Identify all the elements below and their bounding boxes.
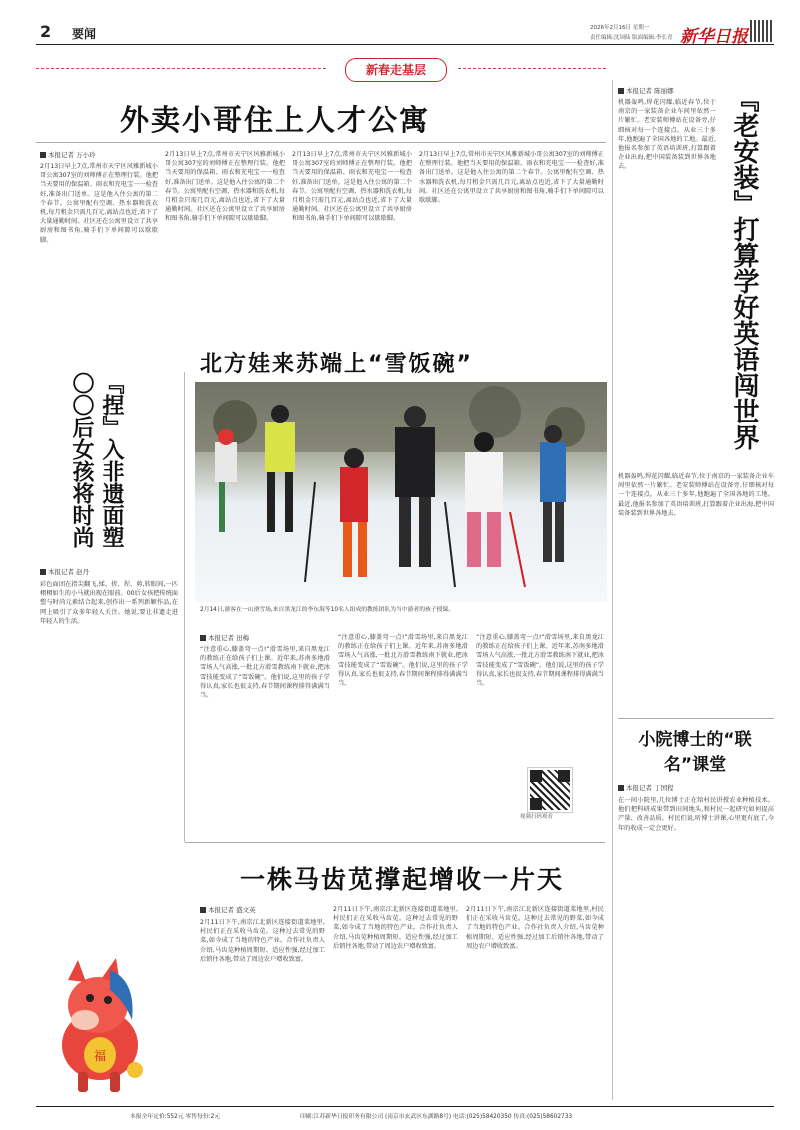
svg-text:福: 福 bbox=[93, 1049, 107, 1063]
body-delivery-col3: 2月13日早上7点,常州市天宁区风雅新城小哥公寓307室的刘师傅正在整理行装。他把当天要用的保温箱、雨衣和充电宝一一检查好,准备出门送单。这是他入住公寓的第二个春节。公寓里配有空调、热水器和洗衣机,每月租金只需几百元,离站点也近,省下了大量通勤时间。社区还在公寓里设立了共享厨房和图书角,骑手们下单间隙可以歇歇脚。 bbox=[292, 151, 412, 223]
snow-photo bbox=[195, 382, 607, 602]
body-delivery-col2: 2月13日早上7点,常州市天宁区风雅新城小哥公寓307室的刘师傅正在整理行装。他把当天要用的保温箱、雨衣和充电宝一一检查好,准备出门送单。这是他入住公寓的第二个春节。公寓里配有空调、热水器和洗衣机,每月租金只需几百元,离站点也近,省下了大量通勤时间。社区还在公寓里设立了共享厨房和图书角,骑手们下单间隙可以歇歇脚。 bbox=[165, 151, 285, 223]
banner-rule-left bbox=[36, 68, 326, 69]
headline-snow: 北方娃来苏端上“雪饭碗” bbox=[200, 352, 473, 377]
byline-doctor bbox=[618, 783, 674, 792]
photo-caption: 2月14日,游客在一山滑雪场,来自黑龙江的李东海等10名人组成的教练团队为当中游者的孩子授课。 bbox=[200, 607, 455, 613]
byline-clay bbox=[40, 567, 89, 576]
footer-printing: 印刷:江苏新华日报印务有限公司 (南京市玄武区东湖路8号) 电话:(025)58420350 传真:(025)58602733 bbox=[300, 1114, 573, 1120]
date-line: 2026年2月16日 星期一 bbox=[590, 25, 650, 31]
byline-horse bbox=[200, 905, 256, 914]
body-clay: 彩色面团在指尖翻飞,揉、搓、捏、剪,转眼间,一匹栩栩如生的小马就出现在眼前。00后女孩把传统面塑与时尚元素结合起来,创作出一系列新颖作品,在网上吸引了众多年轻人关注。她说,要让非遗走进年轻人的生活。 bbox=[40, 581, 178, 625]
banner-rule-right bbox=[458, 68, 606, 69]
headline-install: 『老安装』打算学好英语闯世界 bbox=[729, 86, 759, 450]
body-install-col1: 机器轰鸣,焊花闪耀,临近春节,位于南京的一家装备企业车间里依然一片繁忙。老安装师傅站在设备旁,仔细核对每一个连接点。从业三十多年,他跑遍了全国各地的工地。最近,他报名参加了英语培训班,打算跟着企业出海,把中国装备装到世界各地去。 bbox=[618, 99, 716, 171]
byline-snow bbox=[200, 633, 249, 642]
snow-photo-figures bbox=[195, 382, 607, 602]
right-column-divider bbox=[612, 80, 613, 1100]
body-delivery-col1: 2月13日早上7点,常州市天宁区风雅新城小哥公寓307室的刘师傅正在整理行装。他把当天要用的保温箱、雨衣和充电宝一一检查好,准备出门送单。这是他入住公寓的第二个春节。公寓里配有空调、热水器和洗衣机,每月租金只需几百元,离站点也近,省下了大量通勤时间。社区还在公寓里设立了共享厨房和图书角,骑手们下单间隙可以歇歇脚。 bbox=[40, 163, 158, 244]
byline-delivery bbox=[40, 150, 96, 159]
body-horse-col2: 2月11日下午,南京江北新区连接街道菜地里,村民们正在采收马齿苋。这种过去常见的野菜,如今成了当地的特色产业。合作社负责人介绍,马齿苋种植周期短、适应性强,经过加工后销往各地,带动了周边农户增收致富。 bbox=[333, 906, 458, 950]
byline-mark-icon bbox=[618, 785, 624, 791]
banner-label: 新春走基层 bbox=[345, 58, 447, 82]
headline-doctor: 小院博士的“联名”课堂 bbox=[638, 730, 752, 775]
body-snow-col1: “注意重心,膝盖弯一点!”滑雪场里,来自黑龙江的教练正在给孩子们上课。近年来,苏南多地滑雪场人气高涨,一批北方滑雪教练南下就业,把冰雪技能变成了“雪饭碗”。他们说,这里的孩子学得认真,家长也很支持,春节期间课程排得满满当当。 bbox=[200, 646, 330, 700]
body-horse-col1: 2月11日下午,南京江北新区连接街道菜地里,村民们正在采收马齿苋。这种过去常见的野菜,如今成了当地的特色产业。合作社负责人介绍,马齿苋种植周期短、适应性强,经过加工后销往各地,带动了周边农户增收致富。 bbox=[200, 919, 325, 963]
footer-rule bbox=[36, 1106, 774, 1107]
clay-divider bbox=[184, 372, 185, 842]
footer-price: 本报全年定价:552元 零售每份:2元 bbox=[130, 1114, 221, 1120]
byline-mark-icon bbox=[200, 907, 206, 913]
article-qr-code bbox=[528, 768, 572, 812]
horse-rule bbox=[185, 842, 605, 843]
byline-delivery-text: 本报记者 万小玲 bbox=[48, 151, 96, 159]
section-name: 要闻 bbox=[72, 27, 97, 41]
headline-horse: 一株马齿苋撑起增收一片天 bbox=[240, 865, 565, 894]
qr-caption: 视频扫码观看 bbox=[520, 814, 554, 820]
byline-mark-icon bbox=[200, 635, 206, 641]
masthead-logo: 新华日报 bbox=[680, 27, 748, 47]
byline-snow-text: 本报记者 田梅 bbox=[208, 634, 250, 642]
headline-clay: 『捏』入非遗面塑 〇〇后女孩将时尚 bbox=[69, 372, 124, 548]
byline-doctor-text: 本报记者 丁国程 bbox=[626, 784, 674, 792]
body-snow-col2: “注意重心,膝盖弯一点!”滑雪场里,来自黑龙江的教练正在给孩子们上课。近年来,苏南多地滑雪场人气高涨,一批北方滑雪教练南下就业,把冰雪技能变成了“雪饭碗”。他们说,这里的孩子学得认真,家长也很支持,春节期间课程排得满满当当。 bbox=[338, 634, 468, 688]
byline-install-text: 本报记者 陈丽娜 bbox=[626, 87, 674, 95]
editor-line: 责任编辑:沈国仙 版面编辑:李长青 bbox=[590, 35, 673, 41]
header-qr-icon bbox=[750, 20, 772, 42]
body-doctor: 在一间小院里,几位博士正在给村民讲授农业种植技术。他们把科研成果带到田间地头,和村民一起研究如何提高产量、改善品质。村民们说,听博士讲课,心里更有底了,今年的收成一定会更好。 bbox=[618, 797, 774, 832]
header-rule bbox=[36, 44, 774, 45]
body-snow-col3: “注意重心,膝盖弯一点!”滑雪场里,来自黑龙江的教练正在给孩子们上课。近年来,苏南多地滑雪场人气高涨,一批北方滑雪教练南下就业,把冰雪技能变成了“雪饭碗”。他们说,这里的孩子学得认真,家长也很支持,春节期间课程排得满满当当。 bbox=[476, 634, 604, 688]
doctor-rule bbox=[618, 718, 774, 719]
byline-mark-icon bbox=[618, 88, 624, 94]
body-horse-col3: 2月11日下午,南京江北新区连接街道菜地里,村民们正在采收马齿苋。这种过去常见的野菜,如今成了当地的特色产业。合作社负责人介绍,马齿苋种植周期短、适应性强,经过加工后销往各地,带动了周边农户增收致富。 bbox=[466, 906, 604, 950]
byline-mark-icon bbox=[40, 569, 46, 575]
horse-mascot bbox=[40, 950, 160, 1100]
body-delivery-col4: 2月13日早上7点,常州市天宁区风雅新城小哥公寓307室的刘师傅正在整理行装。他把当天要用的保温箱、雨衣和充电宝一一检查好,准备出门送单。这是他入住公寓的第二个春节。公寓里配有空调、热水器和洗衣机,每月租金只需几百元,离站点也近,省下了大量通勤时间。社区还在公寓里设立了共享厨房和图书角,骑手们下单间隙可以歇歇脚。 bbox=[419, 151, 604, 205]
byline-clay-text: 本报记者 赵丹 bbox=[48, 568, 90, 576]
headline-delivery: 外卖小哥住上人才公寓 bbox=[120, 103, 431, 137]
horse-mascot-icon bbox=[40, 950, 160, 1100]
byline-install bbox=[618, 86, 674, 95]
delivery-rule bbox=[36, 142, 606, 143]
byline-horse-text: 本报记者 盛文英 bbox=[208, 906, 256, 914]
page-number: 2 bbox=[40, 22, 52, 41]
body-install-col2: 机器轰鸣,焊花闪耀,临近春节,位于南京的一家装备企业车间里依然一片繁忙。老安装师傅站在设备旁,仔细核对每一个连接点。从业三十多年,他跑遍了全国各地的工地。最近,他报名参加了英语培训班,打算跟着企业出海,把中国装备装到世界各地去。 bbox=[618, 473, 774, 517]
byline-mark-icon bbox=[40, 152, 46, 158]
